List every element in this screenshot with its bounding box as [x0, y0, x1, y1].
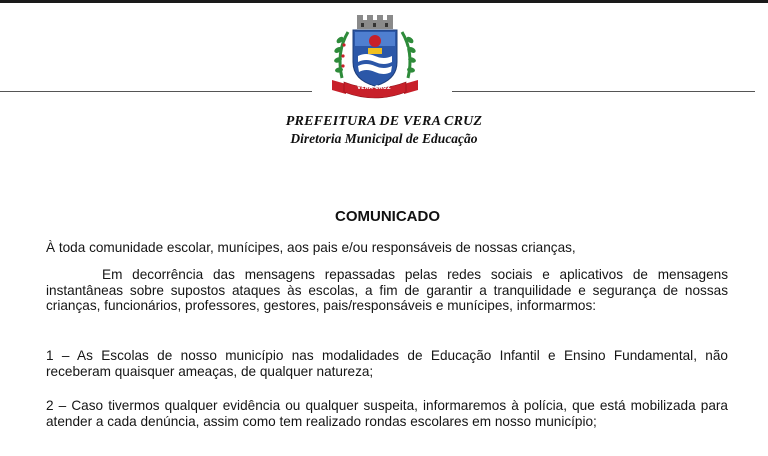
greeting-paragraph: À toda comunidade escolar, munícipes, aos pais e/ou responsáveis de nossas crianças, [46, 240, 576, 255]
page-top-edge [0, 0, 768, 3]
seal-right-branch-icon [402, 32, 417, 78]
document-title: COMUNICADO [335, 208, 440, 225]
intro-paragraph: Em decorrência das mensagens repassadas pelas redes sociais e aplicativos de mensagens instantâneas sobre supostos ataques às escolas, a fim de garantir a tranquilidade e segurança de nossas crianças, funcionários, professores, gestores, pais/responsáveis e munícipes, informarmos: [46, 267, 728, 313]
seal-shield-icon [353, 30, 397, 86]
seal-banner-text: VERA CRUZ [357, 85, 391, 91]
item-1-paragraph: 1 – As Escolas de nosso município nas modalidades de Educação Infantil e Ensino Fundamental, não receberam quaisquer ameaças, de qualquer natureza; [46, 348, 728, 379]
seal-crown-icon [357, 15, 393, 29]
department-subtitle: Diretoria Municipal de Educação [290, 131, 478, 146]
header-rule-left [0, 91, 312, 92]
item-2-paragraph: 2 – Caso tivermos qualquer evidência ou qualquer suspeita, informaremos à polícia, que está mobilizada para atender a cada denúncia, assim como tem realizado rondas escolares em nosso município; [46, 398, 728, 429]
municipality-title: PREFEITURA DE VERA CRUZ [285, 114, 483, 129]
seal-left-branch-icon [333, 32, 348, 78]
header-rule-right [452, 91, 755, 92]
